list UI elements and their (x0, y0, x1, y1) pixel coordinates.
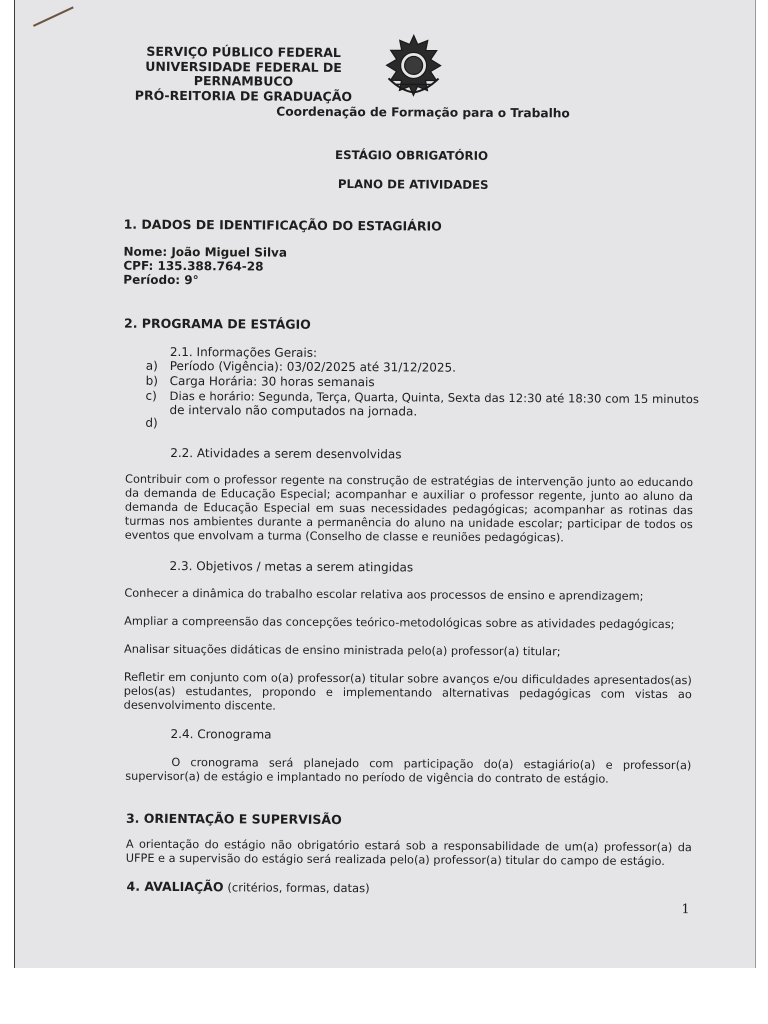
objective-item: Refletir em conjunto com o(a) professor(a) titular sobre avanços e/ou dificuldades apresentados(as) pelos(as) estudantes, propondo e implementando alternativas pedagógicas com vistas ao desenvolvimento discente. (123, 670, 692, 713)
institution-header (134, 45, 352, 104)
list-marker: b) (145, 373, 159, 388)
list-item-text: Dias e horário: Segunda, Terça, Quarta, Quinta, Sexta das 12:30 até 18:30 com 15 minutos (169, 388, 699, 407)
intern-name: Nome: João Miguel Silva (123, 244, 288, 260)
section-heading: 3. ORIENTAÇÃO E SUPERVISÃO (125, 810, 342, 828)
section-heading: 1. DADOS DE IDENTIFICAÇÃO DO ESTAGIÁRIO (123, 216, 442, 234)
coordination-title: Coordenação de Formação para o Trabalho (276, 104, 570, 121)
list-item-text: Período (Vigência): 03/02/2025 até 31/12/2025. (169, 358, 456, 375)
list-marker: a) (145, 358, 158, 373)
subsection-heading: 2.4. Cronograma (170, 726, 272, 742)
objective-item: Conhecer a dinâmica do trabalho escolar relativa aos processos de ensino e aprendizagem; (124, 586, 644, 603)
header-line: SERVIÇO PÚBLICO FEDERAL (146, 43, 341, 60)
document-page (14, 0, 756, 968)
intern-cpf: CPF: 135.388.764-28 (123, 258, 264, 274)
header-line: UNIVERSIDADE FEDERAL DE (145, 58, 342, 75)
subsection-heading: 2.3. Objetivos / metas a serem atingidas (169, 558, 414, 575)
section-heading: 4. AVALIAÇÃO (126, 878, 224, 895)
list-marker: c) (145, 388, 157, 403)
objective-item: Ampliar a compreensão das concepções teórico-metodológicas sobre as atividades pedagógicas; (124, 614, 675, 632)
subsection-heading: 2.1. Informações Gerais: (169, 344, 318, 360)
page-content (14, 0, 755, 968)
section-heading-evaluation (127, 879, 370, 895)
header-line: PERNAMBUCO (193, 73, 294, 89)
section-note: (critérios, formas, datas) (227, 880, 370, 896)
objective-item: Analisar situações didáticas de ensino ministrada pelo(a) professor(a) titular; (123, 642, 561, 659)
intern-period: Período: 9° (123, 272, 199, 288)
doc-subtitle: PLANO DE ATIVIDADES (337, 176, 489, 192)
supervision-paragraph: A orientação do estágio não obrigatório estará sob a responsabilidade de um(a) professor(a) da UFPE e a supervisão do estágio será realizada pelo(a) professor(a) titular do campo de estágio. (125, 837, 692, 868)
brasil-coat-of-arms-emblem (380, 32, 446, 98)
list-marker: d) (145, 415, 158, 430)
schedule-paragraph: O cronograma será planejado com participação do(a) estagiário(a) e professor(a) supervisor(a) de estágio e implantado no período de vigência do contrato de estágio. (125, 755, 692, 786)
activities-paragraph: Contribuir com o professor regente na construção de estratégias de intervenção junto ao educando da demanda de Educação Especial; acompanhar e auxiliar o professor regente, junto ao aluno da demanda de Educação Especial em suas necessidades pedagógicas; acompanhar as rotinas das turmas nos ambientes durante a permanência do aluno na unidade escolar; participar de todos os eventos que envolvam a turma (Conselho de classe e reuniões pedagógicas). (124, 472, 694, 545)
list-item-text: Carga Horária: 30 horas semanais (169, 373, 375, 390)
section-heading: 2. PROGRAMA DE ESTÁGIO (123, 315, 311, 332)
page-number: 1 (681, 902, 690, 918)
header-line: PRÓ-REITORIA DE GRADUAÇÃO (134, 87, 353, 104)
subsection-heading: 2.2. Atividades a serem desenvolvidas (170, 445, 402, 462)
list-item-text-continued: de intervalo não computados na jornada. (169, 402, 418, 419)
doc-title: ESTÁGIO OBRIGATÓRIO (335, 147, 489, 163)
